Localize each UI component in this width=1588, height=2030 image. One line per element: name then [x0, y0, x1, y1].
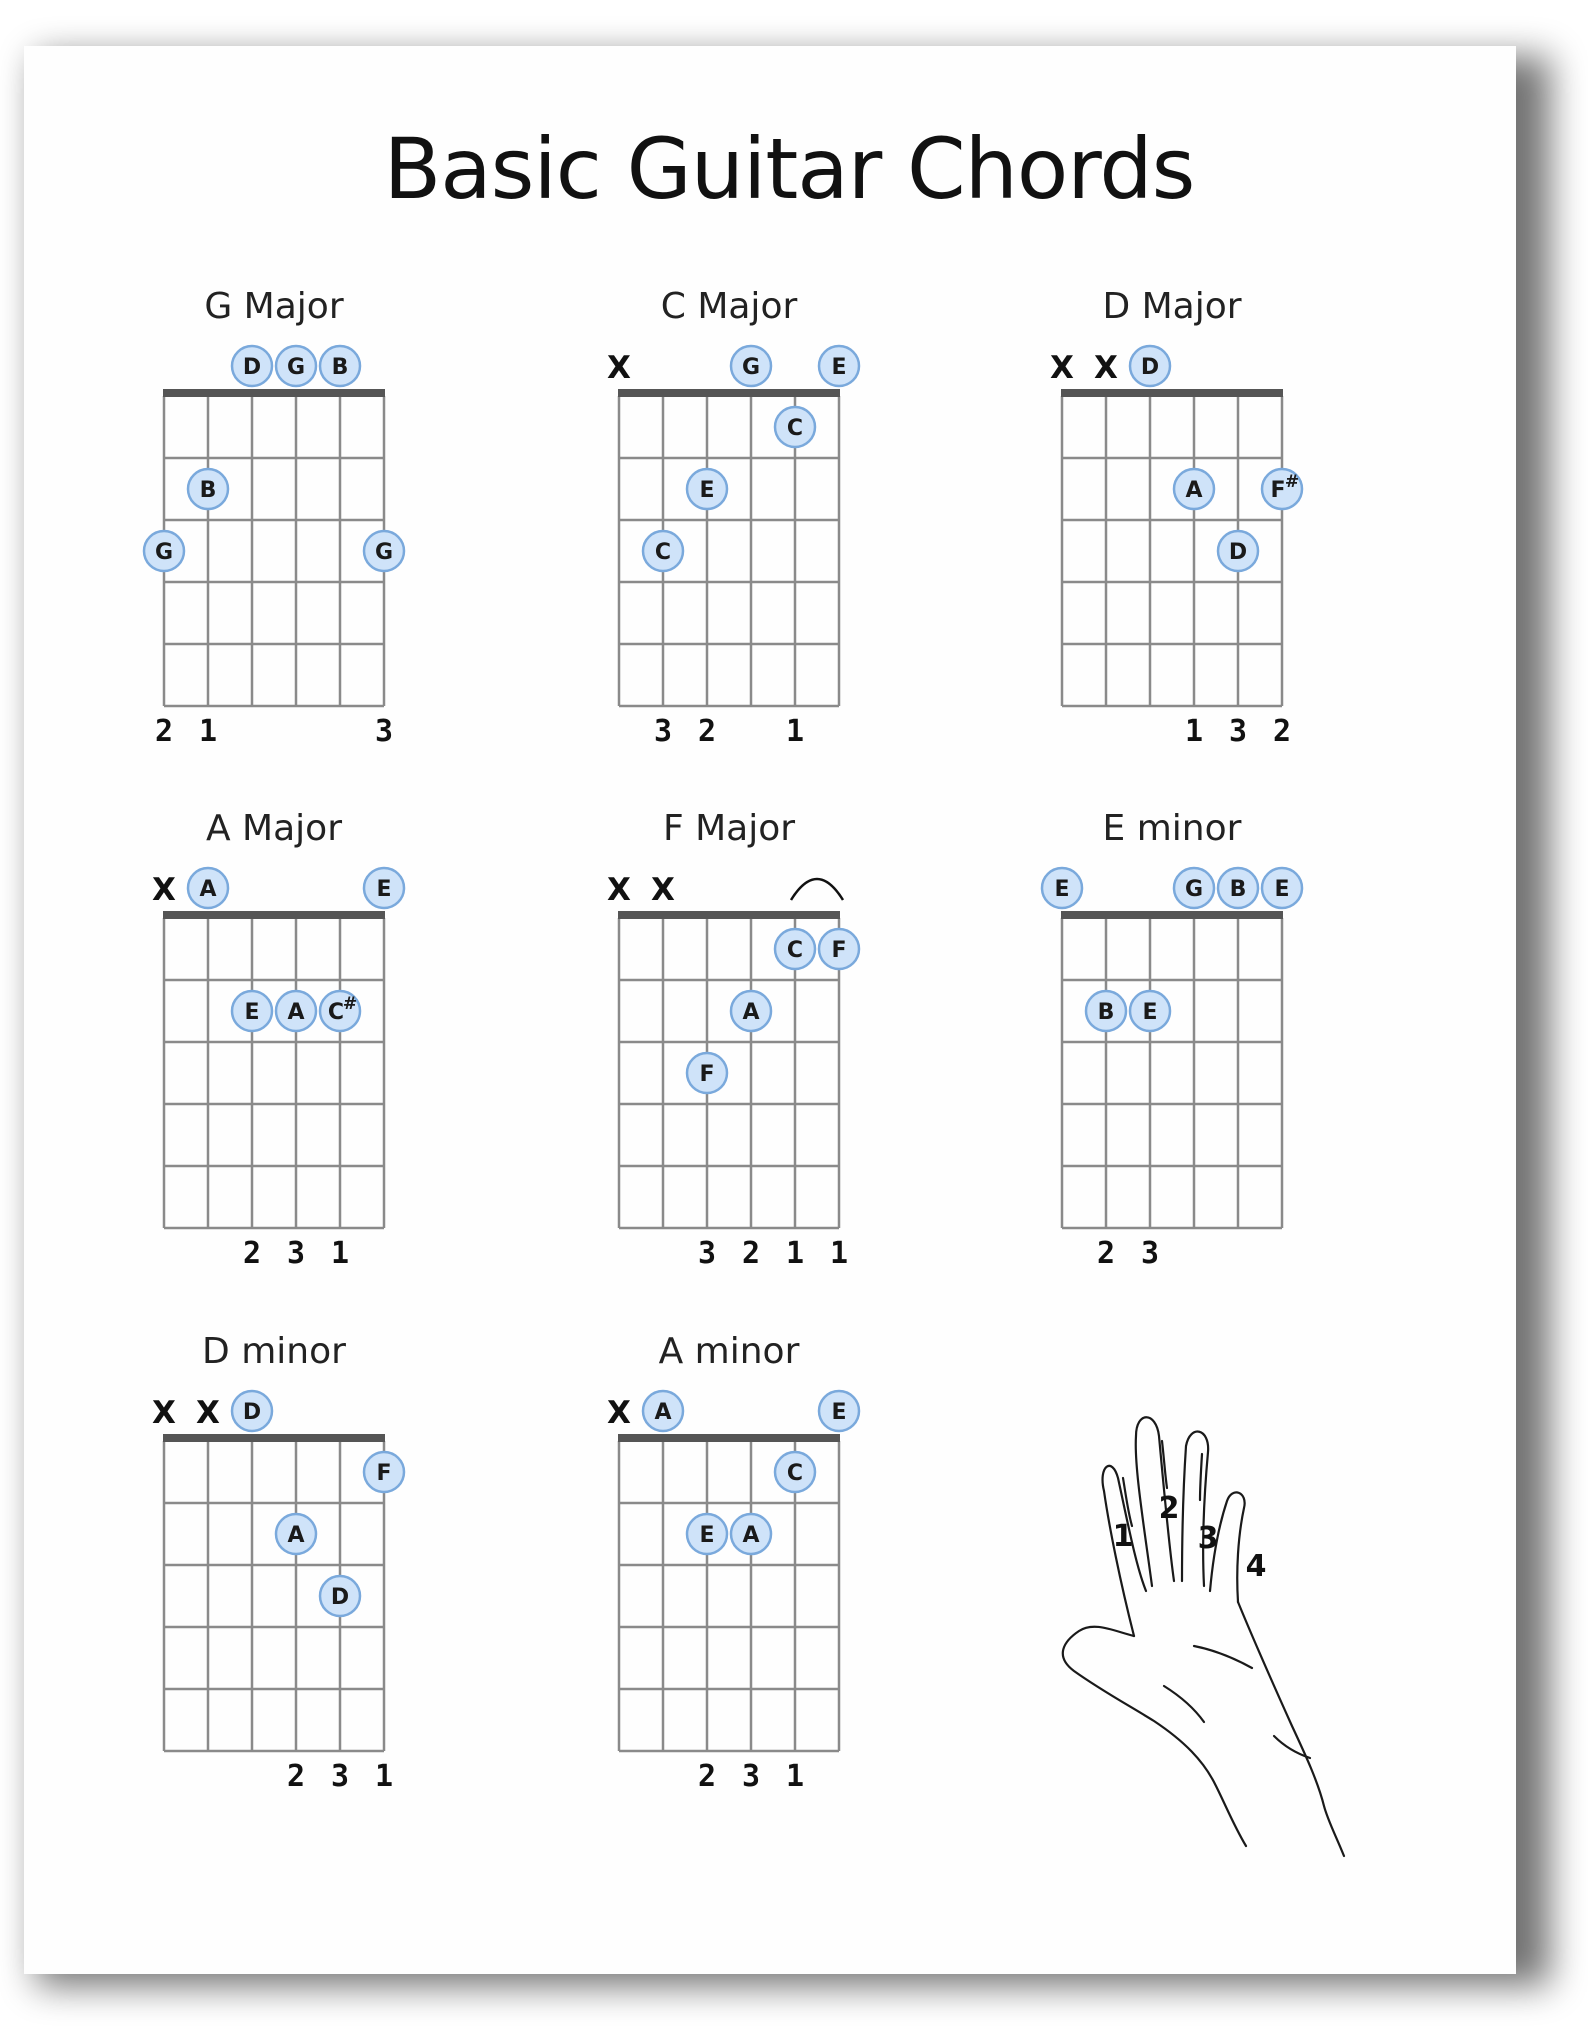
muted-string-x: X	[152, 1395, 176, 1431]
note-label: E	[1142, 1000, 1158, 1025]
chord-diagrams	[24, 46, 1516, 1974]
nut	[163, 1434, 385, 1442]
finger-number: 1	[785, 1236, 805, 1271]
hand-finger-label: 3	[1197, 1521, 1219, 1556]
note-label: C	[327, 1000, 345, 1025]
nut	[618, 1434, 840, 1442]
finger-number: 2	[1272, 714, 1292, 749]
note-dot	[364, 1452, 404, 1492]
note-dot	[731, 1514, 771, 1554]
chord-diagram	[607, 286, 859, 749]
note-dot	[276, 346, 316, 386]
note-dot	[1042, 868, 1082, 908]
note-dot	[276, 1514, 316, 1554]
note-dot	[1174, 868, 1214, 908]
note-label: E	[699, 1523, 715, 1548]
note-label: C	[786, 416, 804, 441]
nut	[618, 389, 840, 397]
muted-string-x: X	[607, 872, 631, 908]
note-dot	[1218, 868, 1258, 908]
note-label: F	[376, 1461, 392, 1486]
sharp-sign: #	[1284, 472, 1300, 492]
note-dot	[1086, 991, 1126, 1031]
hand-finger-label: 4	[1245, 1549, 1267, 1584]
finger-number: 3	[1140, 1236, 1160, 1271]
finger-number: 2	[697, 714, 717, 749]
finger-number: 1	[1184, 714, 1204, 749]
note-label: F	[699, 1062, 715, 1087]
finger-number: 3	[741, 1759, 761, 1794]
note-label: F	[831, 938, 847, 963]
muted-string-x: X	[1094, 350, 1118, 386]
note-label: A	[287, 1000, 305, 1025]
finger-number: 1	[829, 1236, 849, 1271]
hand-finger-label: 2	[1158, 1491, 1180, 1526]
muted-string-x: X	[152, 872, 176, 908]
muted-string-x: X	[651, 872, 675, 908]
note-dot	[1262, 469, 1302, 509]
finger-number: 1	[198, 714, 218, 749]
finger-number: 3	[653, 714, 673, 749]
note-label: C	[786, 938, 804, 963]
finger-number: 3	[697, 1236, 717, 1271]
finger-number: 2	[286, 1759, 306, 1794]
note-label: A	[742, 1523, 760, 1548]
note-label: B	[199, 478, 217, 503]
note-label: B	[331, 355, 349, 380]
note-label: E	[1054, 877, 1070, 902]
note-label: E	[831, 355, 847, 380]
note-dot	[643, 1391, 683, 1431]
note-label: C	[786, 1461, 804, 1486]
finger-number: 1	[330, 1236, 350, 1271]
note-label: F	[1270, 478, 1286, 503]
note-label: G	[374, 540, 394, 565]
muted-string-x: X	[607, 350, 631, 386]
note-label: D	[1228, 540, 1248, 565]
note-dot	[775, 407, 815, 447]
note-label: E	[1274, 877, 1290, 902]
hand-illustration	[1063, 1417, 1344, 1856]
muted-string-x: X	[196, 1395, 220, 1431]
finger-number: 1	[374, 1759, 394, 1794]
note-label: E	[376, 877, 392, 902]
note-label: G	[154, 540, 174, 565]
note-label: D	[330, 1585, 350, 1610]
finger-number: 2	[154, 714, 174, 749]
note-dot	[144, 531, 184, 571]
note-label: D	[242, 355, 262, 380]
note-dot	[364, 531, 404, 571]
chord-name: A minor	[658, 1331, 800, 1372]
note-label: G	[286, 355, 306, 380]
note-dot	[188, 868, 228, 908]
note-label: E	[831, 1400, 847, 1425]
note-label: A	[742, 1000, 760, 1025]
hand-drawing	[1063, 1417, 1344, 1856]
note-label: D	[242, 1400, 262, 1425]
chord-name: F Major	[662, 808, 796, 849]
note-dot	[364, 868, 404, 908]
chord-name: E minor	[1102, 808, 1242, 849]
note-dot	[643, 531, 683, 571]
note-dot	[232, 991, 272, 1031]
nut	[1061, 389, 1283, 397]
chord-name: D minor	[202, 1331, 346, 1372]
diagrams-layer	[144, 286, 1302, 1794]
note-dot	[1130, 346, 1170, 386]
chord-name: A Major	[205, 808, 343, 849]
note-dot	[731, 346, 771, 386]
note-dot	[819, 346, 859, 386]
nut	[1061, 911, 1283, 919]
finger-number: 1	[785, 1759, 805, 1794]
chord-diagram	[1042, 808, 1302, 1271]
finger-number: 2	[242, 1236, 262, 1271]
finger-number: 3	[286, 1236, 306, 1271]
note-label: A	[1185, 478, 1203, 503]
note-label: D	[1140, 355, 1160, 380]
note-dot	[819, 929, 859, 969]
note-label: B	[1229, 877, 1247, 902]
note-dot	[320, 1576, 360, 1616]
note-dot	[687, 469, 727, 509]
chord-diagram	[1050, 286, 1302, 749]
note-dot	[819, 1391, 859, 1431]
hand-finger-label: 1	[1112, 1519, 1134, 1554]
finger-number: 3	[330, 1759, 350, 1794]
note-dot	[775, 929, 815, 969]
barre-arc	[791, 879, 843, 900]
muted-string-x: X	[1050, 350, 1074, 386]
note-dot	[1218, 531, 1258, 571]
chord-diagram	[144, 286, 404, 749]
note-label: B	[1097, 1000, 1115, 1025]
sharp-sign: #	[342, 994, 358, 1014]
note-label: E	[244, 1000, 260, 1025]
chord-diagram	[607, 808, 859, 1271]
chord-diagram	[152, 808, 404, 1271]
finger-number: 3	[374, 714, 394, 749]
note-label: A	[654, 1400, 672, 1425]
note-dot	[276, 991, 316, 1031]
note-dot	[188, 469, 228, 509]
note-label: E	[699, 478, 715, 503]
note-dot	[1174, 469, 1214, 509]
finger-number: 2	[741, 1236, 761, 1271]
note-dot	[232, 1391, 272, 1431]
note-label: G	[1184, 877, 1204, 902]
page-title: Basic Guitar Chords	[383, 120, 1195, 218]
chord-diagram	[607, 1331, 859, 1794]
note-dot	[320, 991, 360, 1031]
finger-number: 2	[697, 1759, 717, 1794]
muted-string-x: X	[607, 1395, 631, 1431]
chord-name: G Major	[204, 286, 344, 327]
note-label: A	[199, 877, 217, 902]
chord-name: C Major	[660, 286, 798, 327]
nut	[163, 389, 385, 397]
nut	[163, 911, 385, 919]
note-dot	[731, 991, 771, 1031]
chord-name: D Major	[1102, 286, 1242, 327]
chord-sheet	[24, 46, 1516, 1974]
note-label: C	[654, 540, 672, 565]
finger-number: 3	[1228, 714, 1248, 749]
note-dot	[1130, 991, 1170, 1031]
note-label: G	[741, 355, 761, 380]
note-dot	[232, 346, 272, 386]
finger-number: 2	[1096, 1236, 1116, 1271]
note-label: A	[287, 1523, 305, 1548]
nut	[618, 911, 840, 919]
note-dot	[775, 1452, 815, 1492]
note-dot	[1262, 868, 1302, 908]
chord-diagram	[152, 1331, 404, 1794]
finger-number: 1	[785, 714, 805, 749]
note-dot	[320, 346, 360, 386]
note-dot	[687, 1053, 727, 1093]
note-dot	[687, 1514, 727, 1554]
